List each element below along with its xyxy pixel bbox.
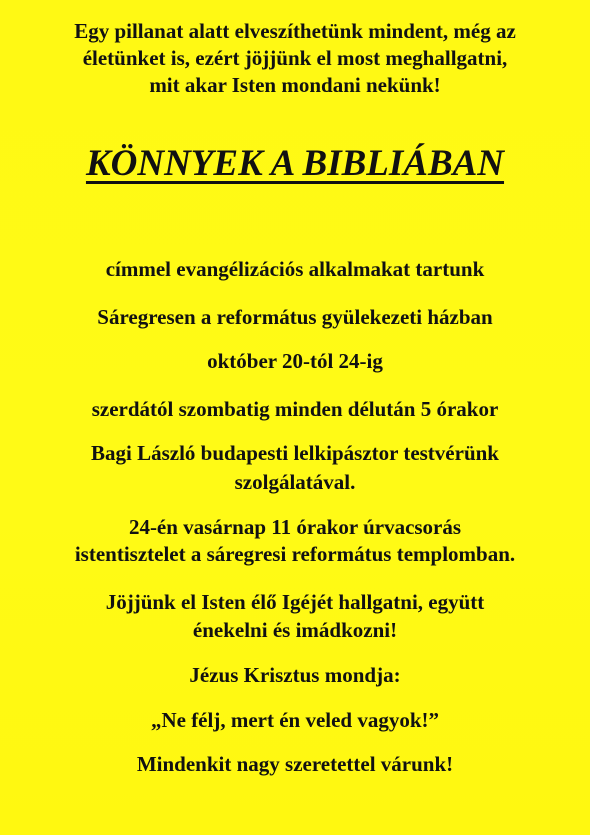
intro-line-1: Egy pillanat alatt elveszíthetünk mindent, még az [74, 19, 516, 43]
preacher-line-1: Bagi László budapesti lelkipásztor testvérünk [91, 441, 499, 465]
intro-line-3: mit akar Isten mondani nekünk! [149, 73, 441, 97]
event-description: címmel evangélizációs alkalmakat tartunk [105, 257, 485, 281]
event-location: Sáregresen a református gyülekezeti házban [97, 305, 493, 329]
intro-line-2: életünket is, ezért jöjjünk el most meghallgatni, [82, 46, 508, 70]
invitation-line-1: Jöjjünk el Isten élő Igéjét hallgatni, együtt [105, 590, 485, 614]
flyer-title: KÖNNYEK A BIBLIÁBAN [85, 143, 505, 184]
quote-intro: Jézus Krisztus mondja: [189, 663, 401, 687]
bible-quote: „Ne félj, mert én veled vagyok!” [150, 708, 440, 732]
closing-line: Mindenkit nagy szeretettel várunk! [136, 752, 454, 776]
event-dates: október 20-tól 24-ig [207, 349, 383, 373]
preacher-line-2: szolgálatával. [234, 470, 356, 494]
invitation-line-2: énekelni és imádkozni! [192, 618, 398, 642]
intro-text [20, 18, 570, 99]
sunday-service-line-1: 24-én vasárnap 11 órakor úrvacsorás [128, 515, 462, 539]
event-time: szerdától szombatig minden délután 5 órakor [91, 397, 499, 421]
sunday-service-line-2: istentisztelet a sáregresi református templomban. [74, 542, 516, 566]
